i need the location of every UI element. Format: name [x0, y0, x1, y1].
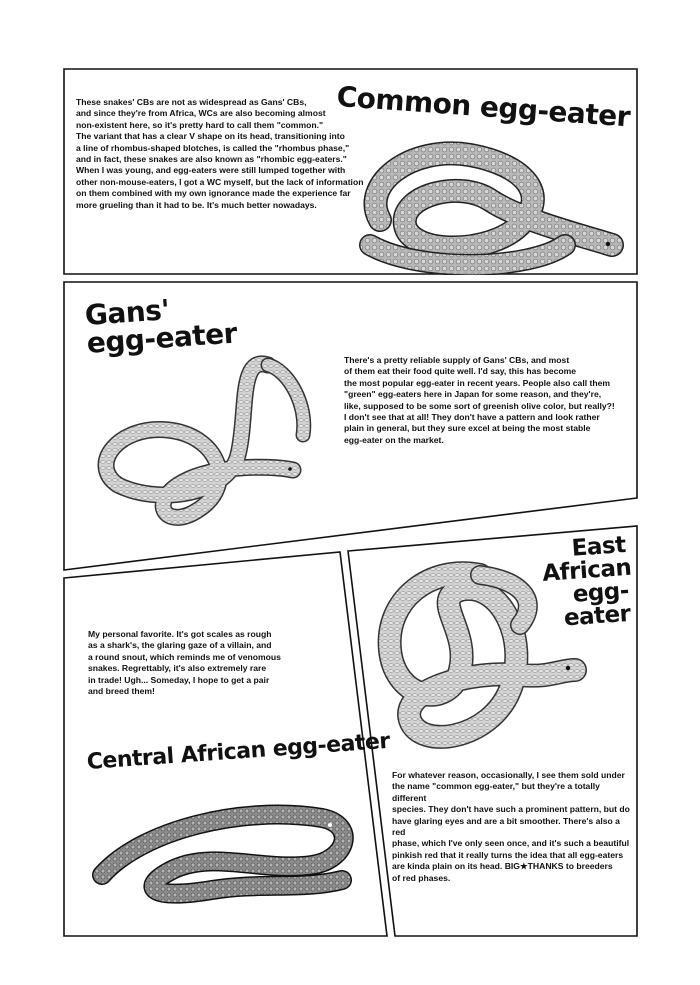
east-african-egg-eater-description: For whatever reason, occasionally, I see them sold under the name "common egg-eater," but they're a totally different species. They don't have such a prominent pattern, but do have glaring eyes and are a bit smoother. There's also a red phase, which I've only seen once, and it's such a beautiful pinkish red that it really turns the idea that all egg-eaters are kinda plain on its head. BIG★THANKS to breeders of red phases. — [392, 770, 630, 883]
common-egg-eater-title: Common egg-eater — [335, 80, 632, 134]
common-egg-eater-illustration — [350, 125, 630, 275]
east-african-egg-eater-title: East African egg- eater — [541, 532, 633, 632]
gans-egg-eater-illustration — [88, 345, 338, 540]
east-african-egg-eater-illustration — [370, 560, 620, 770]
gans-egg-eater-description: There's a pretty reliable supply of Gans' CBs, and most of them eat their food quite well. I'd say, this has become the most popular egg-eater in recent years. People also call them "green" egg-eaters here in Japan for some reason, and they're, like, supposed to be some sort of greenish olive color, but really?! I don't see that at all! They don't have a pattern and look rather plain in general, but they sure excel at being the most stable egg-eater on the market. — [344, 355, 615, 445]
gans-egg-eater-title: Gans' egg-eater — [83, 293, 238, 360]
central-african-egg-eater-title: Central African egg-eater — [86, 728, 391, 775]
central-african-egg-eater-illustration — [82, 790, 362, 905]
common-egg-eater-description: These snakes' CBs are not as widespread as Gans' CBs, and since they're from Africa, WCs are also becoming almost non-existent here, so it's pretty hard to call them "common." The variant that has a clear V shape on its head, transitioning into a line of rhombus-shaped blotches, is called the "rhombus phase," and in fact, these snakes are also known as "rhombic egg-eaters." When I was young, and egg-eaters were still lumped together with other non-mouse-eaters, I got a WC myself, but the lack of information on them combined with my own ignorance made the experience far more grueling than it had to be. It's much better nowadays. — [76, 97, 364, 210]
central-african-egg-eater-description: My personal favorite. It's got scales as rough as a shark's, the glaring gaze of a villain, and a round snout, which reminds me of venomous snakes. Regrettably, it's also extremely rare in trade! Ugh... Someday, I hope to get a pair and breed them! — [88, 629, 281, 697]
